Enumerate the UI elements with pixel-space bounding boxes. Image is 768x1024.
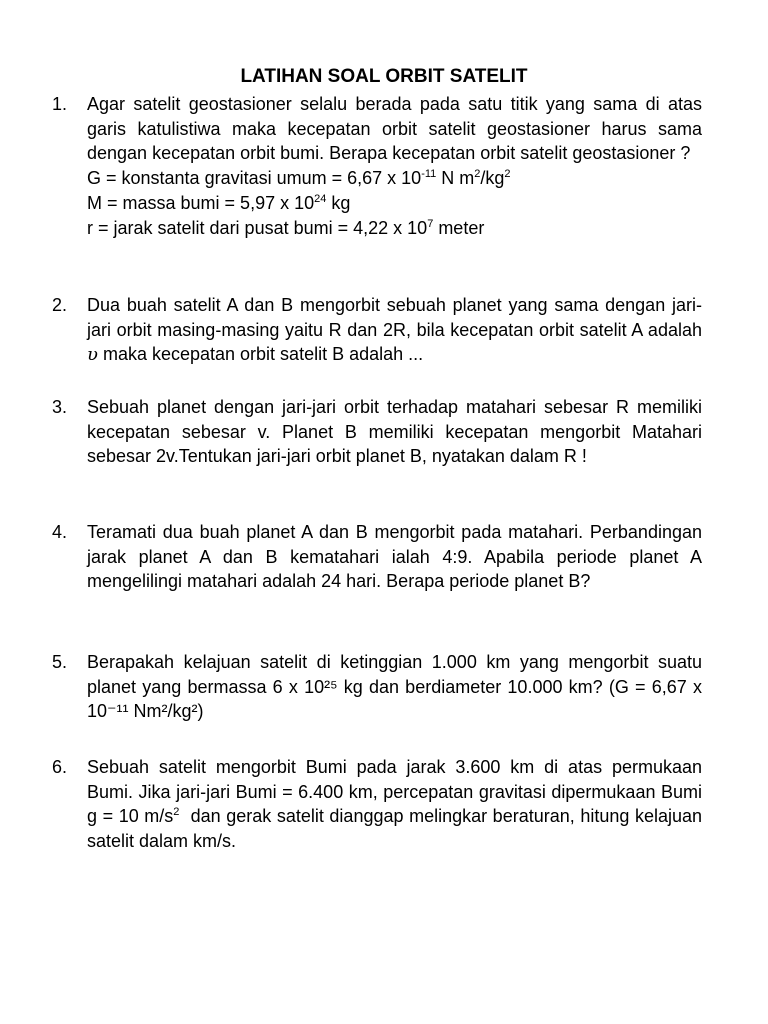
question-5 bbox=[52, 650, 702, 724]
question-number: 5. bbox=[52, 652, 68, 672]
question-body bbox=[87, 520, 702, 594]
given-satellite-distance: r = jarak satelit dari pusat bumi = 4,22 x $10^7$ meter bbox=[87, 217, 485, 238]
question-body bbox=[87, 755, 708, 854]
question-3 bbox=[52, 395, 702, 469]
question-number: 1. bbox=[52, 94, 68, 114]
question-number: 3. bbox=[52, 397, 68, 417]
question-2 bbox=[52, 293, 702, 368]
question-text: Agar satelit geostasioner selalu berada pada satu titik yang sama di atas garis katulistiwa maka kecepatan orbit satelit geostasioner harus sama dengan kecepatan orbit bumi. Berapa kecepatan orbit satelit geostasioner ? bbox=[87, 94, 702, 164]
question-text: Berapakah kelajuan satelit di ketinggian 1.000 km yang mengorbit suatu planet yang bermassa 6 x 10²⁵ kg dan berdiameter 10.000 km? (G = 6,67 x 10⁻¹¹ Nm²/kg²) bbox=[87, 652, 702, 722]
question-text: Teramati dua buah planet A dan B mengorbit pada matahari. Perbandingan jarak planet A dan B kematahari ialah 4:9. Apabila periode planet A mengelilingi matahari adalah 24 hari. Berapa periode planet B? bbox=[87, 522, 702, 592]
question-1 bbox=[52, 92, 702, 240]
question-text: Dua buah satelit A dan B mengorbit sebuah planet yang sama dengan jari-jari orbit masing-masing yaitu R dan 2R, bila kecepatan orbit satelit A adalah υ maka kecepatan orbit satelit B adalah ... bbox=[87, 295, 702, 366]
given-earth-mass: M = massa bumi = 5,97 x $10^{24}$ kg bbox=[87, 192, 351, 213]
question-number: 6. bbox=[52, 757, 68, 777]
question-text: Sebuah planet dengan jari-jari orbit terhadap matahari sebesar R memiliki kecepatan sebesar v. Planet B memiliki kecepatan mengorbit Matahari sebesar 2v.Tentukan jari-jari orbit planet B, nyatakan dalam R ! bbox=[87, 397, 702, 467]
question-body bbox=[87, 92, 702, 240]
page-title: LATIHAN SOAL ORBIT SATELIT bbox=[240, 66, 528, 87]
question-6 bbox=[52, 755, 708, 854]
velocity-symbol: υ bbox=[87, 344, 98, 366]
question-body bbox=[87, 293, 702, 368]
question-text: Sebuah satelit mengorbit Bumi pada jarak 3.600 km di atas permukaan Bumi. Jika jari-jari Bumi = 6.400 km, percepatan gravitasi dipermukaan Bumi g = 10 $m/s^2$ dan gerak satelit dianggap melingkar beraturan, hitung kelajuan satelit dalam km/s. bbox=[87, 757, 708, 852]
question-body bbox=[87, 395, 702, 469]
question-body bbox=[87, 650, 702, 724]
question-number: 4. bbox=[52, 522, 68, 542]
given-gravitational-constant: G = konstanta gravitasi umum = 6,67 x $10^{-11}$ N $m^2/kg^2$ bbox=[87, 168, 511, 189]
question-4 bbox=[52, 520, 702, 594]
question-number: 2. bbox=[52, 295, 68, 315]
